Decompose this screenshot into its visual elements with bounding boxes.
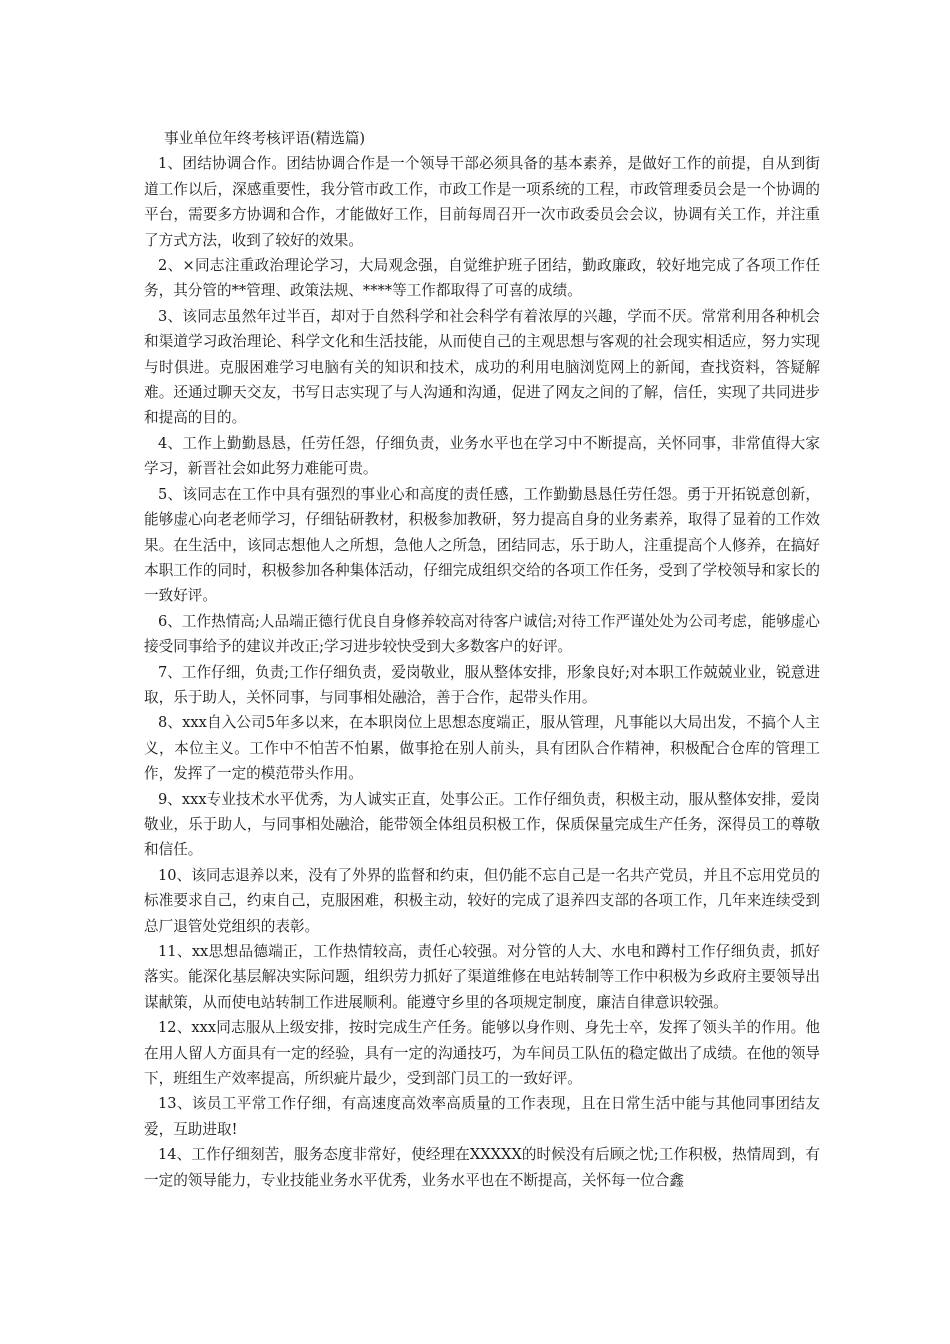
paragraph-13: 13、该员工平常工作仔细，有高速度高效率高质量的工作表现，且在日常生活中能与其他同事团结友爱，互助进取! bbox=[144, 1095, 820, 1138]
document-title: 事业单位年终考核评语(精选篇) bbox=[164, 130, 366, 147]
paragraph-8: 8、xxx自入公司5年多以来，在本职岗位上思想态度端正，服从管理，凡事能以大局出发，不搞个人主义，本位主义。工作中不怕苦不怕累，做事抢在别人前头，具有团队合作精神，积极配合仓库的管理工作，发挥了一定的模范带头作用。 bbox=[144, 714, 820, 783]
paragraph-9: 9、xxx专业技术水平优秀，为人诚实正直，处事公正。工作仔细负责，积极主动，服从整体安排，爱岗敬业，乐于助人，与同事相处融洽，能带领全体组员积极工作，保质保量完成生产任务，深得员工的尊敬和信任。 bbox=[144, 790, 820, 859]
paragraph-2: 2、×同志注重政治理论学习，大局观念强，自觉维护班子团结，勤政廉政，较好地完成了各项工作任务，其分管的**管理、政策法规、****等工作都取得了可喜的成绩。 bbox=[144, 257, 820, 300]
paragraph-3: 3、该同志虽然年过半百，却对于自然科学和社会科学有着浓厚的兴趣，学而不厌。常常利用各种机会和渠道学习政治理论、科学文化和生活技能，从而使自己的主观思想与客观的社会现实相适应，努力实现与时俱进。克服困难学习电脑有关的知识和技术，成功的利用电脑浏览网上的新闻，查找资料，答疑解难。还通过聊天交友，书写日志实现了与人沟通和沟通，促进了网友之间的了解，信任，实现了共同进步和提高的目的。 bbox=[144, 307, 820, 427]
paragraph-5: 5、该同志在工作中具有强烈的事业心和高度的责任感，工作勤勤恳恳任劳任怨。勇于开拓锐意创新，能够虚心向老老师学习，仔细钻研教材，积极参加教研，努力提高自身的业务素养，取得了显着的工作效果。在生活中，该同志想他人之所想，急他人之所急，团结同志，乐于助人，注重提高个人修养，在搞好本职工作的同时，积极参加各种集体活动，仔细完成组织交给的各项工作任务，受到了学校领导和家长的一致好评。 bbox=[144, 485, 820, 605]
paragraph-10: 10、该同志退养以来，没有了外界的监督和约束，但仍能不忘自己是一名共产党员，并且不忘用党员的标准要求自己，约束自己，克服困难，积极主动，较好的完成了退养四支部的各项工作，几年来连续受到总厂退管处党组织的表彰。 bbox=[144, 866, 820, 935]
paragraph-1: 1、团结协调合作。团结协调合作是一个领导干部必须具备的基本素养，是做好工作的前提，自从到街道工作以后，深感重要性，我分管市政工作，市政工作是一项系统的工程，市政管理委员会是一个协调的平台，需要多方协调和合作，才能做好工作，目前每周召开一次市政委员会会议，协调有关工作，并注重了方式方法，收到了较好的效果。 bbox=[144, 155, 820, 249]
paragraph-12: 12、xxx同志服从上级安排，按时完成生产任务。能够以身作则、身先士卒，发挥了领头羊的作用。他在用人留人方面具有一定的经验，具有一定的沟通技巧，为车间员工队伍的稳定做出了成绩。在他的领导下，班组生产效率提高，所织疵片最少，受到部门员工的一致好评。 bbox=[144, 1019, 820, 1088]
paragraph-6: 6、工作热情高;人品端正德行优良自身修养较高对待客户诚信;对待工作严谨处处为公司考虑，能够虚心接受同事给予的建议并改正;学习进步较快受到大多数客户的好评。 bbox=[144, 612, 820, 656]
paragraph-4: 4、工作上勤勤恳恳，任劳任怨，仔细负责，业务水平也在学习中不断提高，关怀同事，非常值得大家学习，新晋社会如此努力难能可贵。 bbox=[144, 434, 820, 478]
document-body bbox=[144, 126, 820, 1193]
paragraph-14: 14、工作仔细刻苦，服务态度非常好，使经理在XXXXX的时候没有后顾之忧;工作积极，热情周到，有一定的领导能力，专业技能业务水平优秀，业务水平也在不断提高，关怀每一位合鑫 bbox=[144, 1146, 820, 1189]
paragraph-11: 11、xx思想品德端正，工作热情较高，责任心较强。对分管的人大、水电和蹲村工作仔细负责，抓好落实。能深化基层解决实际问题，组织劳力抓好了渠道维修在电站转制等工作中积极为乡政府主要领导出谋献策，从而使电站转制工作进展顺利。能遵守乡里的各项规定制度，廉洁自律意识较强。 bbox=[144, 943, 820, 1011]
paragraph-7: 7、工作仔细，负责;工作仔细负责，爱岗敬业，服从整体安排，形象良好;对本职工作兢兢业业，锐意进取，乐于助人，关怀同事，与同事相处融洽，善于合作，起带头作用。 bbox=[144, 663, 820, 706]
